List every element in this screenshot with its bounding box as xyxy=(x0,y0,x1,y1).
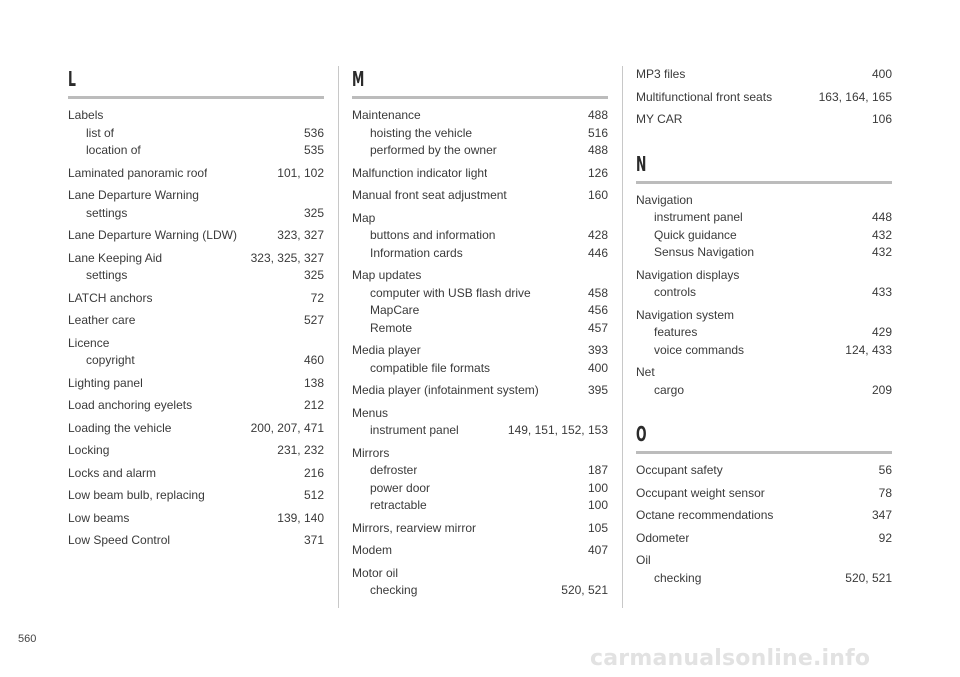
entry-pages: 433 xyxy=(871,285,892,299)
entry-label: Licence xyxy=(68,335,110,350)
index-entry xyxy=(68,375,324,393)
index-entry-row xyxy=(352,342,608,360)
index-subentry-row xyxy=(636,342,892,360)
index-entry-row xyxy=(68,375,324,393)
entry-pages: 325 xyxy=(303,268,324,282)
entry-pages: 78 xyxy=(878,485,892,500)
index-entry-row xyxy=(636,267,892,285)
entry-pages: 149, 151, 152, 153 xyxy=(507,423,608,437)
entry-pages: 512 xyxy=(303,488,324,502)
entry-pages: 187 xyxy=(587,463,608,477)
entry-label: Lane Departure Warning xyxy=(68,188,199,202)
index-entry-row xyxy=(68,165,324,183)
index-entry xyxy=(68,335,324,370)
entry-pages: 100 xyxy=(587,480,608,495)
index-entry-row xyxy=(636,462,892,480)
index-entry xyxy=(352,405,608,440)
index-entry xyxy=(636,307,892,360)
entry-label: Navigation displays xyxy=(636,267,740,282)
entry-pages: 100 xyxy=(587,498,608,512)
index-subentry-row xyxy=(68,125,324,143)
index-subentry-row xyxy=(352,422,608,440)
entry-label: performed by the owner xyxy=(370,143,497,157)
entry-label: Labels xyxy=(68,108,104,122)
entry-label: Loading the vehicle xyxy=(68,420,172,435)
index-subentry-row xyxy=(68,267,324,285)
entry-label: features xyxy=(654,325,698,339)
entry-label: Modem xyxy=(352,543,393,557)
entry-pages: 106 xyxy=(871,112,892,126)
entry-pages: 536 xyxy=(303,125,324,140)
entry-pages: 457 xyxy=(587,320,608,335)
entry-pages: 163, 164, 165 xyxy=(818,89,892,104)
entry-label: Leather care xyxy=(68,313,136,327)
index-subentry-row xyxy=(352,227,608,245)
entry-label: LATCH anchors xyxy=(68,290,153,305)
entry-label: Remote xyxy=(370,320,413,335)
entry-label: retractable xyxy=(370,498,427,512)
entry-label: voice commands xyxy=(654,342,745,357)
entry-label: instrument panel xyxy=(370,423,459,437)
entry-pages: 200, 207, 471 xyxy=(250,420,324,435)
index-entry-row xyxy=(68,487,324,505)
index-entry xyxy=(636,530,892,548)
index-entry-row xyxy=(68,290,324,308)
index-entry xyxy=(636,111,892,129)
index-subentry-row xyxy=(68,142,324,160)
index-entry-row xyxy=(636,552,892,570)
index-entry-row xyxy=(68,187,324,205)
index-entry-row xyxy=(352,520,608,538)
index-subentry-row xyxy=(352,582,608,600)
index-subentry-row xyxy=(352,497,608,515)
index-entry-row xyxy=(68,442,324,460)
entry-label: Map updates xyxy=(352,268,422,282)
entry-label: Locking xyxy=(68,443,110,457)
index-entry xyxy=(68,165,324,183)
index-entry xyxy=(352,542,608,560)
entry-label: MP3 files xyxy=(636,67,686,81)
index-entry-row xyxy=(636,192,892,210)
entry-label: Low beam bulb, replacing xyxy=(68,488,205,502)
index-entry-row xyxy=(352,187,608,205)
index-subentry-row xyxy=(636,284,892,302)
entry-label: Low beams xyxy=(68,510,130,525)
index-entry xyxy=(68,397,324,415)
index-subentry-row xyxy=(636,244,892,262)
entry-label: Occupant weight sensor xyxy=(636,485,765,500)
entry-pages: 407 xyxy=(587,543,608,557)
index-entry-row xyxy=(68,312,324,330)
index-subentry-row xyxy=(352,142,608,160)
index-subentry-row xyxy=(352,302,608,320)
index-entry xyxy=(68,227,324,245)
index-entry xyxy=(636,485,892,503)
entry-label: Oil xyxy=(636,553,651,567)
entry-label: MY CAR xyxy=(636,112,683,126)
entry-pages: 432 xyxy=(871,227,892,242)
section-letter: L xyxy=(68,67,76,91)
index-entry-row xyxy=(352,267,608,285)
entry-pages: 448 xyxy=(871,210,892,224)
index-entry xyxy=(352,267,608,337)
section-rule xyxy=(636,181,892,184)
entry-label: Motor oil xyxy=(352,565,399,580)
index-subentry-row xyxy=(352,320,608,338)
entry-pages: 72 xyxy=(310,290,324,305)
index-entry xyxy=(352,187,608,205)
index-column-1 xyxy=(68,66,324,572)
index-entry-row xyxy=(636,66,892,84)
index-entry-row xyxy=(636,89,892,107)
index-entry-row xyxy=(636,111,892,129)
entry-label: settings xyxy=(86,205,128,220)
index-section xyxy=(636,66,892,129)
entry-pages: 105 xyxy=(587,520,608,535)
index-entry-row xyxy=(68,397,324,415)
entry-pages: 216 xyxy=(303,465,324,480)
entry-pages: 212 xyxy=(303,398,324,412)
entry-label: Lighting panel xyxy=(68,375,143,390)
entry-pages: 520, 521 xyxy=(845,570,892,585)
section-letter: M xyxy=(352,67,365,91)
section-rule xyxy=(352,96,608,99)
entry-pages: 458 xyxy=(587,285,608,300)
entry-label: computer with USB flash drive xyxy=(370,285,531,300)
index-entry-row xyxy=(352,107,608,125)
entry-pages: 535 xyxy=(303,143,324,157)
entry-pages: 209 xyxy=(871,382,892,397)
entry-label: buttons and information xyxy=(370,228,496,242)
entry-pages: 460 xyxy=(303,353,324,367)
entry-pages: 101, 102 xyxy=(277,165,324,180)
index-entry xyxy=(68,420,324,438)
column-divider xyxy=(622,66,623,608)
index-entry-row xyxy=(352,382,608,400)
entry-pages: 323, 327 xyxy=(277,228,324,242)
entry-label: Map xyxy=(352,210,376,225)
index-entry xyxy=(68,465,324,483)
entry-pages: 516 xyxy=(587,125,608,140)
index-entry xyxy=(636,89,892,107)
index-entry xyxy=(636,507,892,525)
entry-pages: 347 xyxy=(871,508,892,522)
entry-pages: 124, 433 xyxy=(845,342,892,357)
index-entry-row xyxy=(636,530,892,548)
index-entry-row xyxy=(68,250,324,268)
watermark: carmanualsonline.info xyxy=(590,646,871,671)
index-subentry-row xyxy=(636,570,892,588)
entry-label: Maintenance xyxy=(352,108,421,122)
index-subentry-row xyxy=(636,209,892,227)
entry-pages: 456 xyxy=(587,303,608,317)
index-entry-row xyxy=(352,565,608,583)
entry-label: Navigation system xyxy=(636,307,735,322)
entry-label: Media player (infotainment system) xyxy=(352,383,539,397)
index-entry-row xyxy=(68,420,324,438)
index-entry-row xyxy=(68,335,324,353)
index-subentry-row xyxy=(636,382,892,400)
entry-pages: 428 xyxy=(587,228,608,242)
index-entry xyxy=(636,267,892,302)
index-column-3 xyxy=(636,66,892,609)
index-entry xyxy=(352,565,608,600)
index-entry-row xyxy=(636,364,892,382)
entry-label: Sensus Navigation xyxy=(654,245,755,259)
entry-pages: 400 xyxy=(587,360,608,375)
entry-pages: 160 xyxy=(587,188,608,202)
index-entry xyxy=(68,312,324,330)
entry-label: copyright xyxy=(86,353,135,367)
section-letter: N xyxy=(636,151,647,176)
index-entry-row xyxy=(636,307,892,325)
entry-label: settings xyxy=(86,268,128,282)
entry-pages: 488 xyxy=(587,143,608,157)
entry-label: Octane recommendations xyxy=(636,508,774,522)
index-entry-row xyxy=(352,405,608,423)
entry-label: location of xyxy=(86,143,141,157)
entry-pages: 400 xyxy=(871,67,892,81)
index-entry xyxy=(352,210,608,263)
entry-pages: 488 xyxy=(587,108,608,122)
entry-label: Navigation xyxy=(636,192,693,207)
entry-pages: 429 xyxy=(871,325,892,339)
index-entry xyxy=(352,382,608,400)
index-column-2 xyxy=(352,66,608,622)
index-entry xyxy=(68,510,324,528)
index-entry xyxy=(68,187,324,222)
entry-label: cargo xyxy=(654,382,685,397)
entry-label: list of xyxy=(86,125,115,140)
index-entry xyxy=(352,445,608,515)
index-entry-row xyxy=(636,507,892,525)
entry-pages: 520, 521 xyxy=(561,583,608,597)
index-subentry-row xyxy=(636,324,892,342)
entry-label: Menus xyxy=(352,405,389,420)
entry-pages: 126 xyxy=(587,165,608,180)
index-entry-row xyxy=(352,210,608,228)
page-number: 560 xyxy=(18,633,37,645)
index-entry xyxy=(68,290,324,308)
index-entry-row xyxy=(352,542,608,560)
entry-label: Multifunctional front seats xyxy=(636,89,773,104)
index-entry xyxy=(352,107,608,160)
entry-pages: 138 xyxy=(303,375,324,390)
index-subentry-row xyxy=(68,205,324,223)
entry-pages: 432 xyxy=(871,245,892,259)
index-section xyxy=(636,421,892,587)
entry-label: defroster xyxy=(370,463,418,477)
entry-label: Media player xyxy=(352,343,421,357)
entry-pages: 446 xyxy=(587,245,608,260)
index-entry xyxy=(636,192,892,262)
entry-pages: 527 xyxy=(303,313,324,327)
index-subentry-row xyxy=(352,360,608,378)
section-rule xyxy=(636,451,892,454)
index-entry-row xyxy=(352,165,608,183)
entry-label: checking xyxy=(370,583,418,597)
entry-label: Lane Departure Warning (LDW) xyxy=(68,228,237,242)
index-section xyxy=(352,66,608,600)
index-entry-row xyxy=(636,485,892,503)
entry-pages: 393 xyxy=(587,343,608,357)
entry-pages: 323, 325, 327 xyxy=(250,250,324,265)
index-subentry-row xyxy=(636,227,892,245)
index-entry xyxy=(352,520,608,538)
section-rule xyxy=(68,96,324,99)
index-entry xyxy=(636,552,892,587)
entry-label: hoisting the vehicle xyxy=(370,125,473,140)
index-entry xyxy=(68,487,324,505)
entry-label: Mirrors, rearview mirror xyxy=(352,520,476,535)
index-entry-row xyxy=(68,510,324,528)
entry-pages: 56 xyxy=(878,463,892,477)
index-entry xyxy=(68,532,324,550)
entry-label: Malfunction indicator light xyxy=(352,165,488,180)
entry-label: Odometer xyxy=(636,530,690,545)
entry-label: controls xyxy=(654,285,697,299)
entry-pages: 92 xyxy=(878,530,892,545)
index-subentry-row xyxy=(352,462,608,480)
index-section xyxy=(68,66,324,550)
entry-label: power door xyxy=(370,480,431,495)
index-subentry-row xyxy=(352,245,608,263)
index-entry-row xyxy=(352,445,608,463)
entry-label: Manual front seat adjustment xyxy=(352,188,507,202)
index-entry xyxy=(68,250,324,285)
index-subentry-row xyxy=(68,352,324,370)
index-entry xyxy=(352,342,608,377)
index-entry xyxy=(352,165,608,183)
entry-pages: 371 xyxy=(303,533,324,547)
entry-label: compatible file formats xyxy=(370,360,491,375)
entry-label: checking xyxy=(654,570,702,585)
entry-pages: 231, 232 xyxy=(277,443,324,457)
entry-label: Quick guidance xyxy=(654,227,737,242)
index-entry xyxy=(636,462,892,480)
entry-label: Laminated panoramic roof xyxy=(68,165,208,180)
entry-pages: 325 xyxy=(303,205,324,220)
entry-label: Net xyxy=(636,365,655,379)
entry-label: Load anchoring eyelets xyxy=(68,398,193,412)
index-subentry-row xyxy=(352,480,608,498)
index-entry xyxy=(68,442,324,460)
entry-label: instrument panel xyxy=(654,210,743,224)
entry-label: Locks and alarm xyxy=(68,465,157,480)
column-divider xyxy=(338,66,339,608)
index-section xyxy=(636,151,892,400)
index-entry-row xyxy=(68,227,324,245)
entry-pages: 139, 140 xyxy=(277,510,324,525)
index-entry xyxy=(636,364,892,399)
entry-label: Lane Keeping Aid xyxy=(68,250,163,265)
index-subentry-row xyxy=(352,125,608,143)
entry-label: Occupant safety xyxy=(636,463,723,477)
index-entry xyxy=(68,107,324,160)
index-entry-row xyxy=(68,465,324,483)
entry-label: Information cards xyxy=(370,245,463,260)
index-entry-row xyxy=(68,107,324,125)
entry-pages: 395 xyxy=(587,383,608,397)
index-entry xyxy=(636,66,892,84)
entry-label: Mirrors xyxy=(352,445,390,460)
entry-label: Low Speed Control xyxy=(68,533,171,547)
entry-label: MapCare xyxy=(370,303,420,317)
section-letter: O xyxy=(636,422,647,446)
index-subentry-row xyxy=(352,285,608,303)
index-entry-row xyxy=(68,532,324,550)
